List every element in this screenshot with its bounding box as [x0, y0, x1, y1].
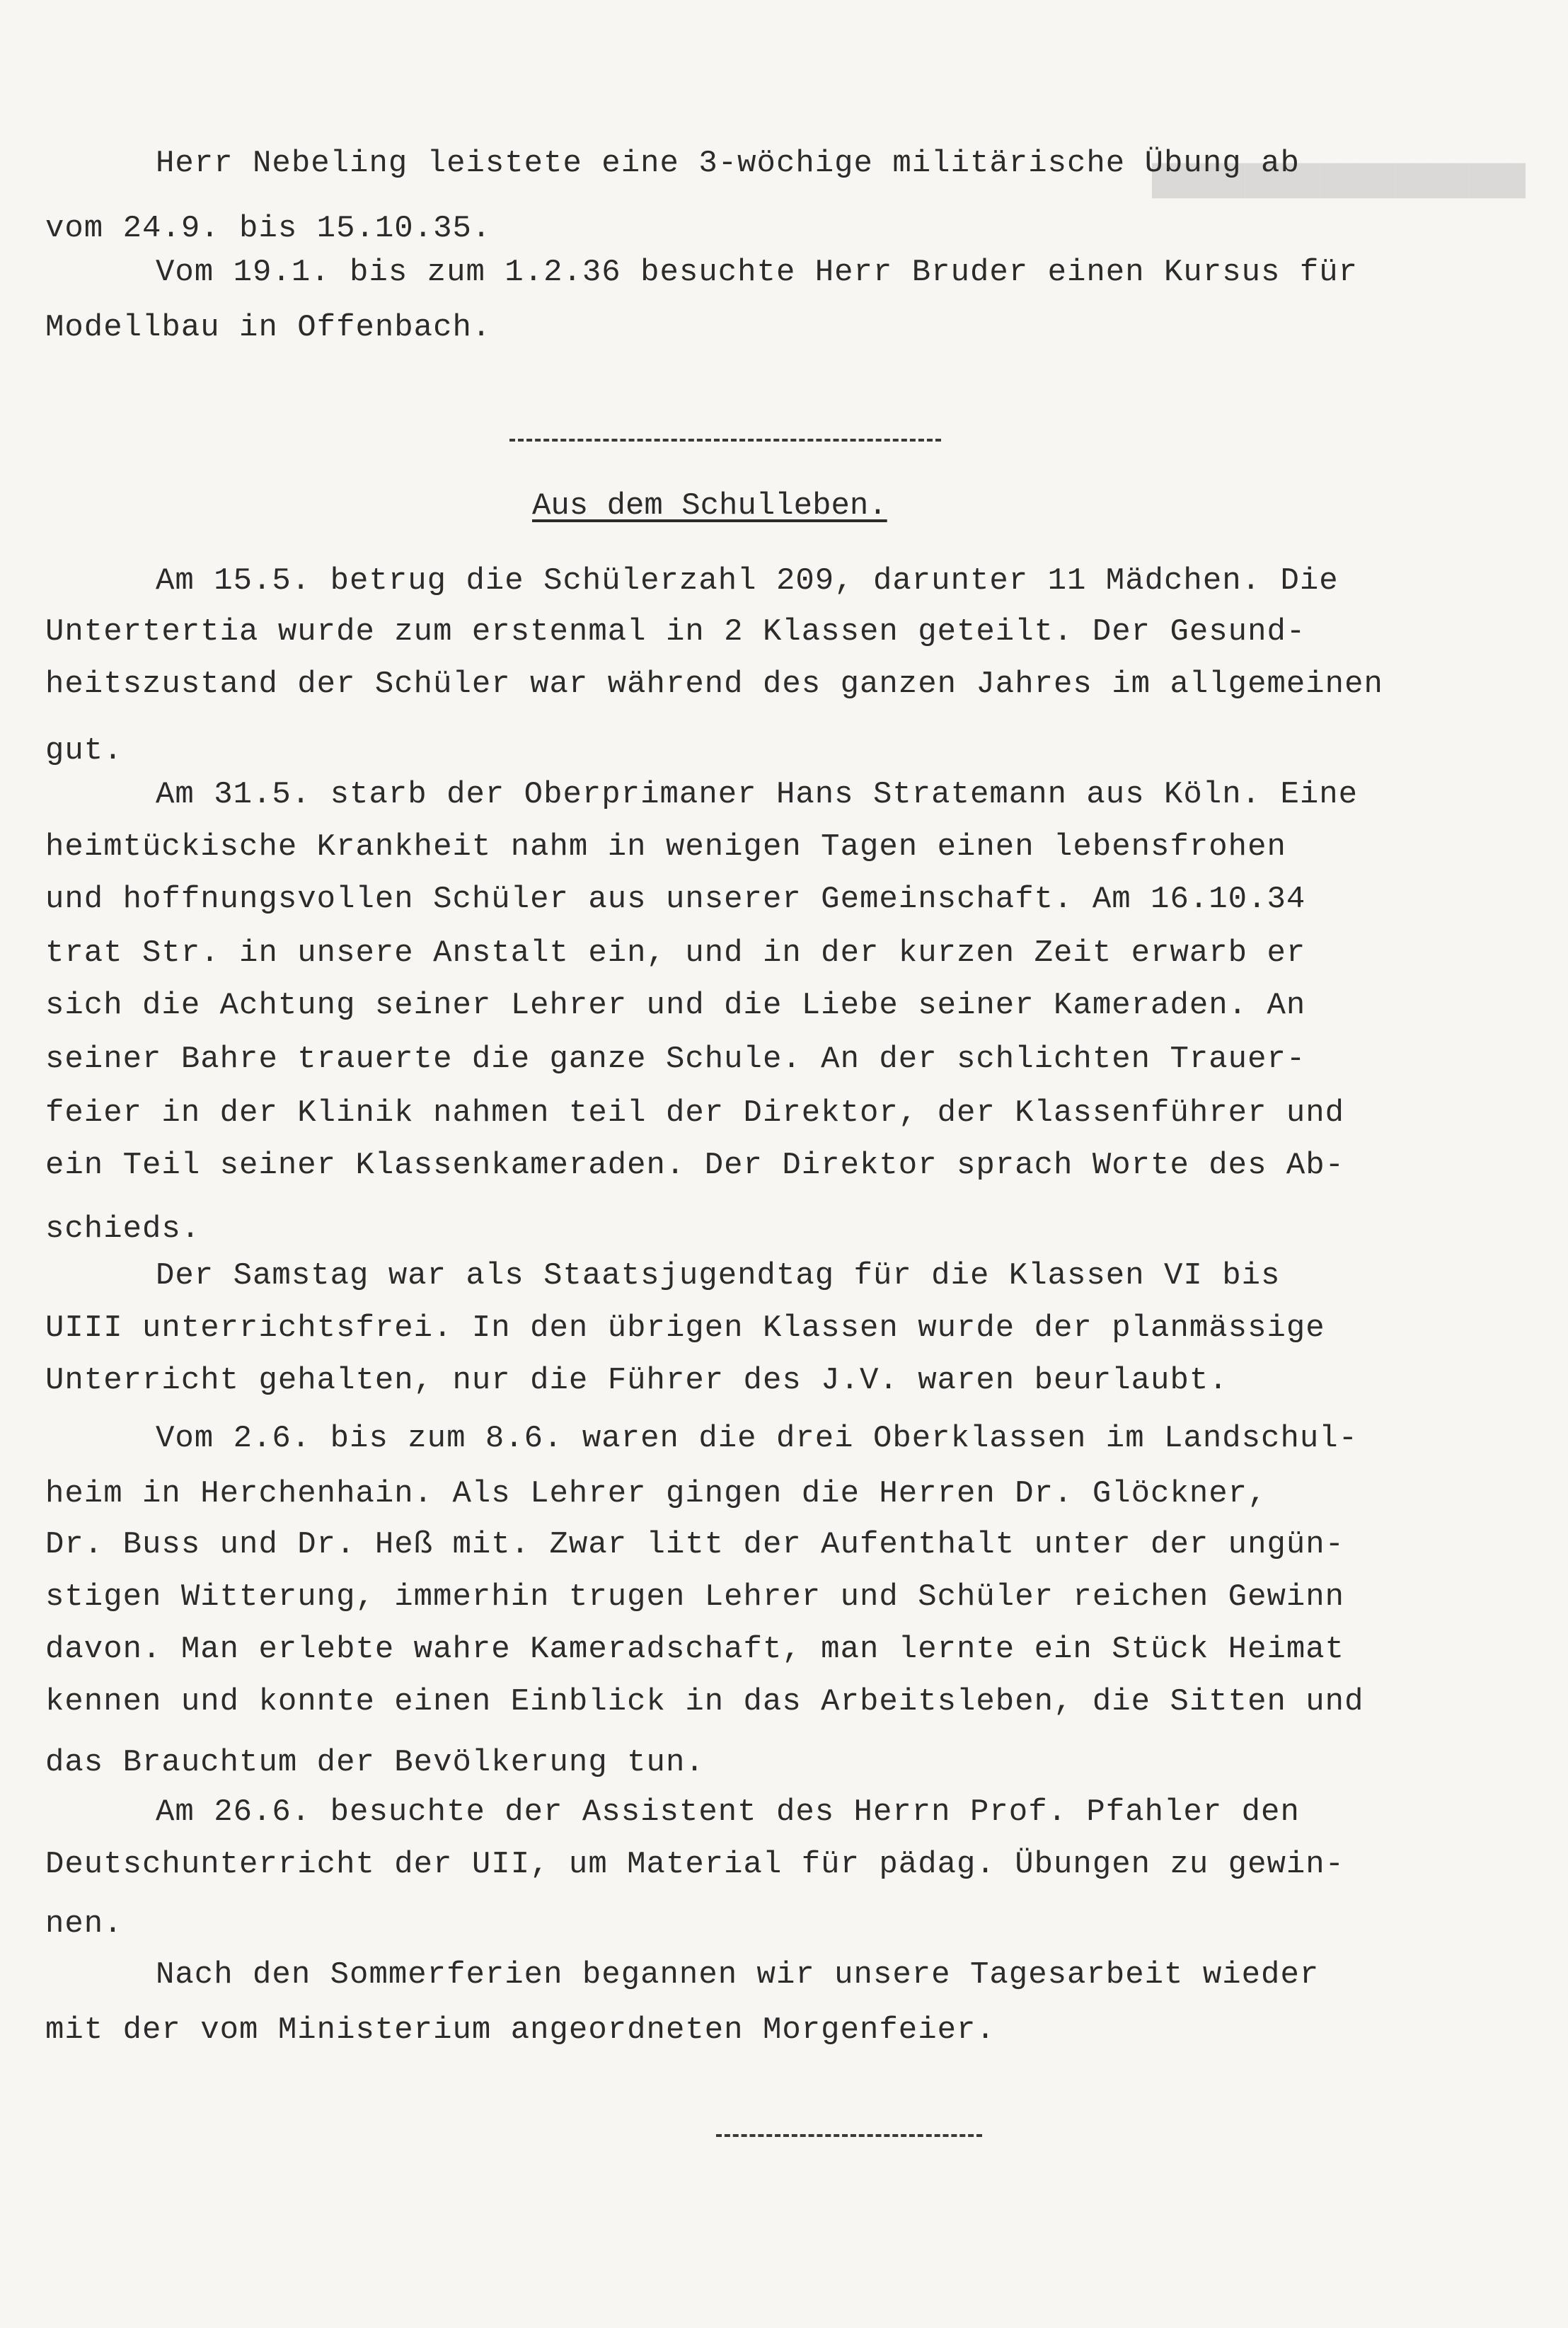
para3-line-2: Untertertia wurde zum erstenmal in 2 Klassen geteilt. Der Gesund- [45, 614, 1306, 650]
para4-line-2: heimtückische Krankheit nahm in wenigen Tagen einen lebensfrohen [45, 829, 1286, 865]
para6-line-6: kennen und konnte einen Einblick in das Arbeitsleben, die Sitten und [45, 1684, 1364, 1719]
para4-line-9: schieds. [45, 1211, 201, 1247]
para6-line-3: Dr. Buss und Dr. Heß mit. Zwar litt der Aufenthalt unter der ungün- [45, 1527, 1345, 1562]
section-heading: Aus dem Schulleben. [532, 488, 887, 524]
para2-line-1: Vom 19.1. bis zum 1.2.36 besuchte Herr Bruder einen Kursus für [156, 255, 1359, 290]
para6-line-4: stigen Witterung, immerhin trugen Lehrer und Schüler reichen Gewinn [45, 1579, 1345, 1615]
para8-line-2: mit der vom Ministerium angeordneten Morgenfeier. [45, 2012, 996, 2048]
para6-line-7: das Brauchtum der Bevölkerung tun. [45, 1745, 705, 1780]
para6-line-2: heim in Herchenhain. Als Lehrer gingen die Herren Dr. Glöckner, [45, 1476, 1267, 1511]
para6-line-1: Vom 2.6. bis zum 8.6. waren die drei Oberklassen im Landschul- [156, 1421, 1359, 1456]
para4-line-8: ein Teil seiner Klassenkameraden. Der Direktor sprach Worte des Ab- [45, 1148, 1345, 1183]
para7-line-2: Deutschunterricht der UII, um Material für pädag. Übungen zu gewin- [45, 1847, 1345, 1882]
para2-line-2: Modellbau in Offenbach. [45, 310, 492, 345]
show-through-texture: ████████████████████ [1151, 163, 1526, 199]
para7-line-1: Am 26.6. besuchte der Assistent des Herrn Prof. Pfahler den [156, 1794, 1300, 1830]
para4-line-1: Am 31.5. starb der Oberprimaner Hans Stratemann aus Köln. Eine [156, 777, 1359, 812]
para1-line-1: Herr Nebeling leistete eine 3-wöchige militärische Übung ab [156, 146, 1300, 181]
para8-line-1: Nach den Sommerferien begannen wir unsere Tagesarbeit wieder [156, 1957, 1320, 1993]
para5-line-2: UIII unterrichtsfrei. In den übrigen Klassen wurde der planmässige [45, 1310, 1325, 1346]
separator-rule-bottom [716, 2134, 982, 2137]
para5-line-1: Der Samstag war als Staatsjugendtag für die Klassen VI bis [156, 1258, 1281, 1293]
para5-line-3: Unterricht gehalten, nur die Führer des J.V. waren beurlaubt. [45, 1363, 1228, 1398]
para3-line-1: Am 15.5. betrug die Schülerzahl 209, darunter 11 Mädchen. Die [156, 563, 1339, 599]
para4-line-6: seiner Bahre trauerte die ganze Schule. An der schlichten Trauer- [45, 1042, 1306, 1077]
para4-line-5: sich die Achtung seiner Lehrer und die Liebe seiner Kameraden. An [45, 988, 1306, 1023]
para7-line-3: nen. [45, 1906, 123, 1942]
para4-line-7: feier in der Klinik nahmen teil der Direktor, der Klassenführer und [45, 1095, 1345, 1131]
para6-line-5: davon. Man erlebte wahre Kameradschaft, man lernte ein Stück Heimat [45, 1632, 1345, 1667]
separator-rule-top [509, 439, 941, 442]
para3-line-4: gut. [45, 733, 123, 768]
para1-line-2: vom 24.9. bis 15.10.35. [45, 211, 492, 246]
para4-line-4: trat Str. in unsere Anstalt ein, und in der kurzen Zeit erwarb er [45, 935, 1306, 971]
para3-line-3: heitszustand der Schüler war während des ganzen Jahres im allgemeinen [45, 667, 1383, 702]
para4-line-3: und hoffnungsvollen Schüler aus unserer Gemeinschaft. Am 16.10.34 [45, 882, 1306, 917]
